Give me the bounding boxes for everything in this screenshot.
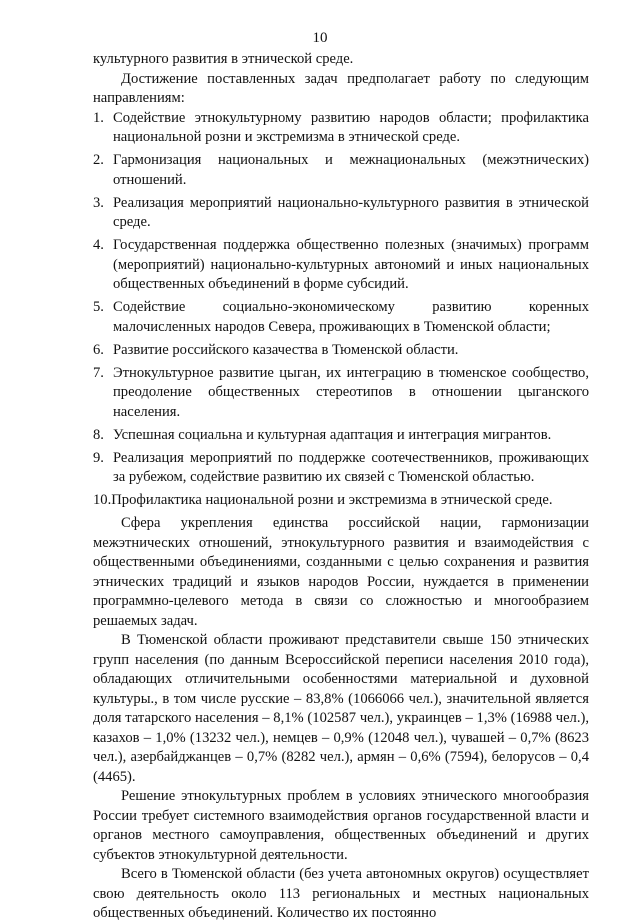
directions-intro: Достижение поставленных задач предполагает работу по следующим направлениям: (93, 70, 589, 106)
list-item: 1. Содействие этнокультурному развитию народов области; профилактика национальной розни и экстремизма в этнической среде. (93, 109, 589, 145)
list-item: 7. Этнокультурное развитие цыган, их интеграцию в тюменское сообщество, преодоление общественных стереотипов в отношении цыганского населения. (93, 364, 589, 420)
document-body (93, 50, 589, 924)
page-number: 10 (312, 30, 328, 46)
list-item: 3. Реализация мероприятий национально-культурного развития в этнической среде. (93, 194, 589, 230)
paragraph-sphere: Сфера укрепления единства российской нации, гармонизации межэтнических отношений, этнокультурного развития и взаимодействия с общественными объединениями, созданными с целью сохранения и развития этнических традиций и языков народов России, нуждается в применении программно-целевого метода в связи со сложностью и многообразием решаемых задач. (93, 515, 589, 629)
directions-list (93, 109, 589, 511)
list-item: 5. Содействие социально-экономическому развитию коренных малочисленных народов Севера, проживающих в Тюменской области; (93, 299, 589, 335)
list-item: 10.Профилактика национальной розни и экстремизма в этнической среде. (93, 492, 553, 508)
list-item: 6. Развитие российского казачества в Тюменской области. (93, 341, 459, 358)
list-item: 8. Успешная социальна и культурная адаптация и интеграция мигрантов. (93, 426, 552, 443)
list-item: 2. Гармонизация национальных и межнациональных (межэтнических) отношений. (93, 152, 589, 188)
paragraph-problems: Решение этнокультурных проблем в условиях этнического многообразия России требует системного взаимодействия органов государственной власти и органов местного самоуправления, общественных объединений и других субъектов этнокультурной деятельности. (93, 788, 589, 863)
paragraph-ethnic-groups: В Тюменской области проживают представители свыше 150 этнических групп населения (по данным Всероссийской переписи населения 2010 года), обладающих отличительными особенностями материальной и духовной культуры., в том числе русские – 83,8% (1066066 чел.), значительной является доля татарского населения – 8,1% (102587 чел.), украинцев – 1,3% (16988 чел.), казахов – 1,0% (13232 чел.), немцев – 0,9% (12048 чел.), чувашей – 0,7% (8623 чел.), азербайджанцев – 0,7% (8282 чел.), армян – 0,6% (7594), белорусов – 0,4 (4465). (93, 632, 589, 785)
list-item: 9. Реализация мероприятий по поддержке соотечественников, проживающих за рубежом, содействие развитию их связей с Тюменской областью. (93, 449, 589, 485)
intro-tail: культурного развития в этнической среде. (93, 51, 354, 67)
paragraph-associations: Всего в Тюменской области (без учета автономных округов) осуществляет свою деятельность около 113 региональных и местных национальных общественных объединений. Количество их постоянно (93, 866, 589, 921)
list-item: 4. Государственная поддержка общественно полезных (значимых) программ (мероприятий) национально-культурных автономий и иных национальных общественных объединений в форме субсидий. (93, 237, 589, 292)
